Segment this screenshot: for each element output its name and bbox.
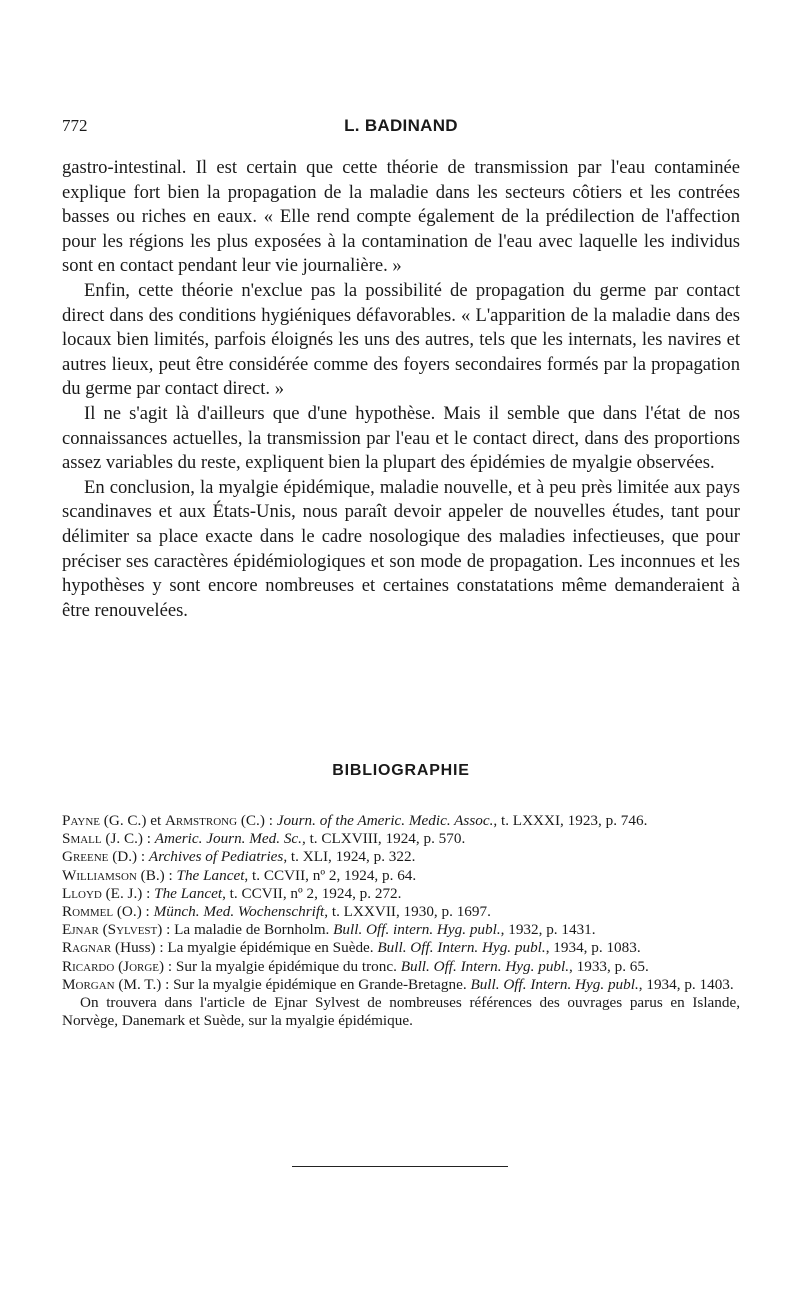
entry-journal: Bull. Off. Intern. Hyg. publ. xyxy=(400,957,570,975)
running-head xyxy=(62,116,740,140)
bibliography-entry xyxy=(62,921,740,939)
entry-tail: , t. CCVII, nº 2, 1924, p. 64. xyxy=(244,866,417,884)
entry-text: (C.) : xyxy=(237,812,277,829)
entry-text: (G. C.) et xyxy=(100,812,165,829)
running-title: L. BADINAND xyxy=(344,116,458,135)
entry-journal: The Lancet xyxy=(176,866,245,884)
end-rule xyxy=(292,1166,508,1167)
entry-tail: , 1932, p. 1431. xyxy=(500,921,596,939)
body-text xyxy=(62,156,740,623)
entry-journal: Bull. Off. Intern. Hyg. publ. xyxy=(377,939,546,957)
bibliography-entry xyxy=(62,885,740,903)
paragraph: Enfin, cette théorie n'exclue pas la possibilité de propagation du germe par contact direct dans des conditions hygiéniques défavorables. « L'apparition de la maladie dans des locaux bien limités, parfois éloignés les uns des autres, tels que les internats, les navires et autres lieux, peut être considérée comme des foyers secondaires formés par la propagation du germe par contact direct. » xyxy=(62,279,740,400)
paragraph: gastro-intestinal. Il est certain que cette théorie de transmission par l'eau contaminée explique fort bien la propagation de la maladie dans les secteurs côtiers et les contrées basses ou riches en eaux. « Elle rend compte également de la prédilection de l'affection pour les régions les plus exposées à la contamination de l'eau avec laquelle les individus sont en contact pendant leur vie journalière. » xyxy=(62,157,740,277)
bibliography-list xyxy=(62,812,740,1030)
bibliography-entry xyxy=(62,812,740,830)
entry-journal: Bull. Off. Intern. Hyg. publ. xyxy=(470,975,639,993)
entry-author: Ejnar xyxy=(62,921,99,939)
entry-author: Ragnar xyxy=(62,939,112,957)
entry-author: Sylvest xyxy=(107,921,158,939)
entry-author: Payne xyxy=(62,812,100,829)
entry-journal: Journ. of the Americ. Medic. Assoc. xyxy=(276,812,494,829)
entry-tail: , t. XLI, 1924, p. 322. xyxy=(283,848,416,866)
entry-text: (M. T.) : Sur la myalgie épidémique en Grande-Bretagne. xyxy=(114,975,471,993)
bibliography-heading: BIBLIOGRAPHIE xyxy=(332,762,470,779)
entry-author: Williamson xyxy=(62,866,137,884)
entry-author: Rommel xyxy=(62,903,114,921)
entry-text: (B.) : xyxy=(136,866,177,884)
entry-text: (O.) : xyxy=(113,903,154,921)
bibliography-entry xyxy=(62,848,740,866)
bibliography-entry xyxy=(62,958,740,976)
entry-author: Morgan xyxy=(62,975,115,993)
entry-tail: , 1934, p. 1403. xyxy=(638,975,734,993)
entry-tail: , t. CLXVIII, 1924, p. 570. xyxy=(301,830,466,848)
entry-journal: Münch. Med. Wochenschrift xyxy=(153,903,325,921)
entry-author: Ricardo xyxy=(62,957,115,975)
entry-tail: , 1934, p. 1083. xyxy=(545,939,641,957)
entry-text: (E. J.) : xyxy=(101,884,155,902)
entry-text: ( xyxy=(114,957,124,975)
paragraph: Il ne s'agit là d'ailleurs que d'une hypothèse. Mais il semble que dans l'état de nos connaissances actuelles, la transmission par l'eau et le contact direct, dans des proportions assez variables du reste, expliquent bien la plupart des épidémies de myalgie observées. xyxy=(62,402,740,474)
page-number: 772 xyxy=(62,116,88,135)
entry-tail: , t. LXXVII, 1930, p. 1697. xyxy=(324,903,491,921)
entry-journal: The Lancet xyxy=(154,884,223,902)
entry-author: Jorge xyxy=(123,957,160,975)
entry-journal: Archives of Pediatries xyxy=(148,848,284,866)
entry-author: Armstrong xyxy=(164,812,238,829)
entry-text: ) : La maladie de Bornholm. xyxy=(157,921,334,939)
entry-author: Lloyd xyxy=(62,884,102,902)
bibliography-note: On trouvera dans l'article de Ejnar Sylvest de nombreuses références des ouvrages parus en Islande, Norvège, Danemark et Suède, sur la myalgie épidémique. xyxy=(62,994,740,1030)
bibliography-entry xyxy=(62,976,740,994)
bibliography-entry xyxy=(62,903,740,921)
entry-tail: , t. CCVII, nº 2, 1924, p. 272. xyxy=(222,884,402,902)
bibliography-entry xyxy=(62,939,740,957)
entry-text: (J. C.) : xyxy=(101,830,155,848)
entry-journal: Bull. Off. intern. Hyg. publ. xyxy=(333,921,501,939)
entry-text: ( xyxy=(98,921,108,939)
entry-journal: Americ. Journ. Med. Sc. xyxy=(154,830,302,848)
bibliography-entry xyxy=(62,867,740,885)
entry-text: (D.) : xyxy=(108,848,149,866)
entry-author: Greene xyxy=(62,848,109,866)
bibliography-entry xyxy=(62,830,740,848)
entry-tail: , 1933, p. 65. xyxy=(569,957,649,975)
entry-text: ) : Sur la myalgie épidémique du tronc. xyxy=(159,957,401,975)
entry-tail: , t. LXXXI, 1923, p. 746. xyxy=(493,812,648,829)
entry-author: Small xyxy=(62,830,102,848)
paragraph: En conclusion, la myalgie épidémique, maladie nouvelle, et à peu près limitée aux pays scandinaves et aux États-Unis, nous paraît devoir appeler de nouvelles études, tant pour délimiter sa place exacte dans le cadre nosologique des maladies infectieuses, que pour préciser ses caractères épidémiologiques et son mode de propagation. Les inconnues et les hypothèses y sont encore nombreuses et certaines constatations même demanderaient à être renouvelées. xyxy=(62,476,740,621)
entry-text: (Huss) : La myalgie épidémique en Suède. xyxy=(111,939,378,957)
